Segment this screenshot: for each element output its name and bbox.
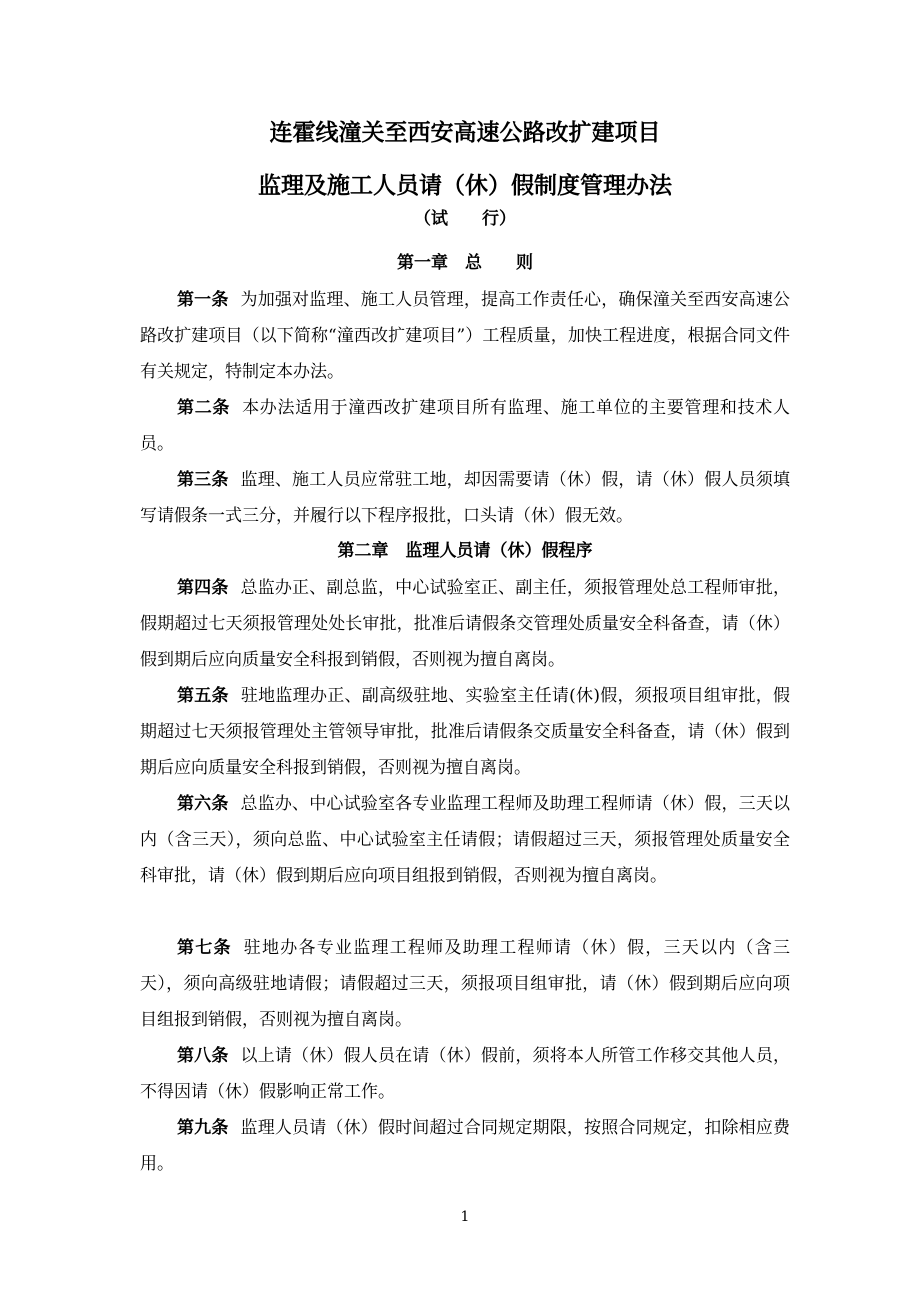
chapter-1-heading: 第一章 总 则 <box>397 253 533 273</box>
article-5-text: 驻地监理办正、副高级驻地、实验室主任请(休)假，须报项目组审批，假期超过七天须报管理处主管领导审批，批准后请假条交质量安全科备查，请（休）假到期后应向质量安全科报到销假，否则视为擅自离岗。 <box>140 686 791 778</box>
article-8 <box>140 1038 790 1110</box>
article-6-text: 总监办、中心试验室各专业监理工程师及助理工程师请（休）假，三天以内（含三天），须向总监、中心试验室主任请假；请假超过三天，须报管理处质量安全科审批，请（休）假到期后应向项目组报到销假，否则视为擅自离岗。 <box>140 794 791 886</box>
document-page <box>140 0 790 1302</box>
article-3-label: 第三条 <box>177 470 229 490</box>
article-7 <box>140 930 790 1038</box>
document-title-line-2: 监理及施工人员请（休）假制度管理办法 <box>258 173 672 199</box>
article-7-text: 驻地办各专业监理工程师及助理工程师请（休）假，三天以内（含三天），须向高级驻地请假；请假超过三天，须报项目组审批，请（休）假到期后应向项目组报到销假，否则视为擅自离岗。 <box>140 938 790 1030</box>
article-3-text: 监理、施工人员应常驻工地，却因需要请（休）假，请（休）假人员须填写请假条一式三分，并履行以下程序报批，口头请（休）假无效。 <box>140 470 791 526</box>
page-number: 1 <box>460 1209 470 1225</box>
document-title-line-1: 连霍线潼关至西安高速公路改扩建项目 <box>269 120 661 146</box>
article-4-label: 第四条 <box>177 578 229 598</box>
article-5 <box>140 678 790 786</box>
article-8-label: 第八条 <box>177 1046 229 1066</box>
article-1-text: 为加强对监理、施工人员管理，提高工作责任心，确保潼关至西安高速公路改扩建项目（以下简称“潼西改扩建项目”）工程质量，加快工程进度，根据合同文件有关规定，特制定本办法。 <box>140 290 791 382</box>
article-9-text: 监理人员请（休）假时间超过合同规定期限，按照合同规定，扣除相应费用。 <box>140 1118 791 1174</box>
article-7-label: 第七条 <box>177 938 232 958</box>
article-8-text: 以上请（休）假人员在请（休）假前，须将本人所管工作移交其他人员，不得因请（休）假影响正常工作。 <box>140 1046 791 1102</box>
article-3 <box>140 462 790 534</box>
article-4 <box>140 570 790 678</box>
article-9 <box>140 1110 790 1182</box>
article-5-label: 第五条 <box>177 686 229 706</box>
article-1-label: 第一条 <box>177 290 229 310</box>
article-4-text: 总监办正、副总监，中心试验室正、副主任，须报管理处总工程师审批，假期超过七天须报管理处处长审批，批准后请假条交管理处质量安全科备查，请（休）假到期后应向质量安全科报到销假，否则视为擅自离岗。 <box>140 578 791 670</box>
document-subtitle: （试 行） <box>414 209 516 229</box>
article-9-label: 第九条 <box>177 1118 229 1138</box>
article-6 <box>140 786 790 894</box>
article-2-label: 第二条 <box>177 398 231 418</box>
article-2-text: 本办法适用于潼西改扩建项目所有监理、施工单位的主要管理和技术人员。 <box>140 398 791 454</box>
chapter-2-heading: 第二章 监理人员请（休）假程序 <box>337 541 593 561</box>
article-1 <box>140 282 790 390</box>
article-6-label: 第六条 <box>177 794 229 814</box>
article-2 <box>140 390 790 462</box>
